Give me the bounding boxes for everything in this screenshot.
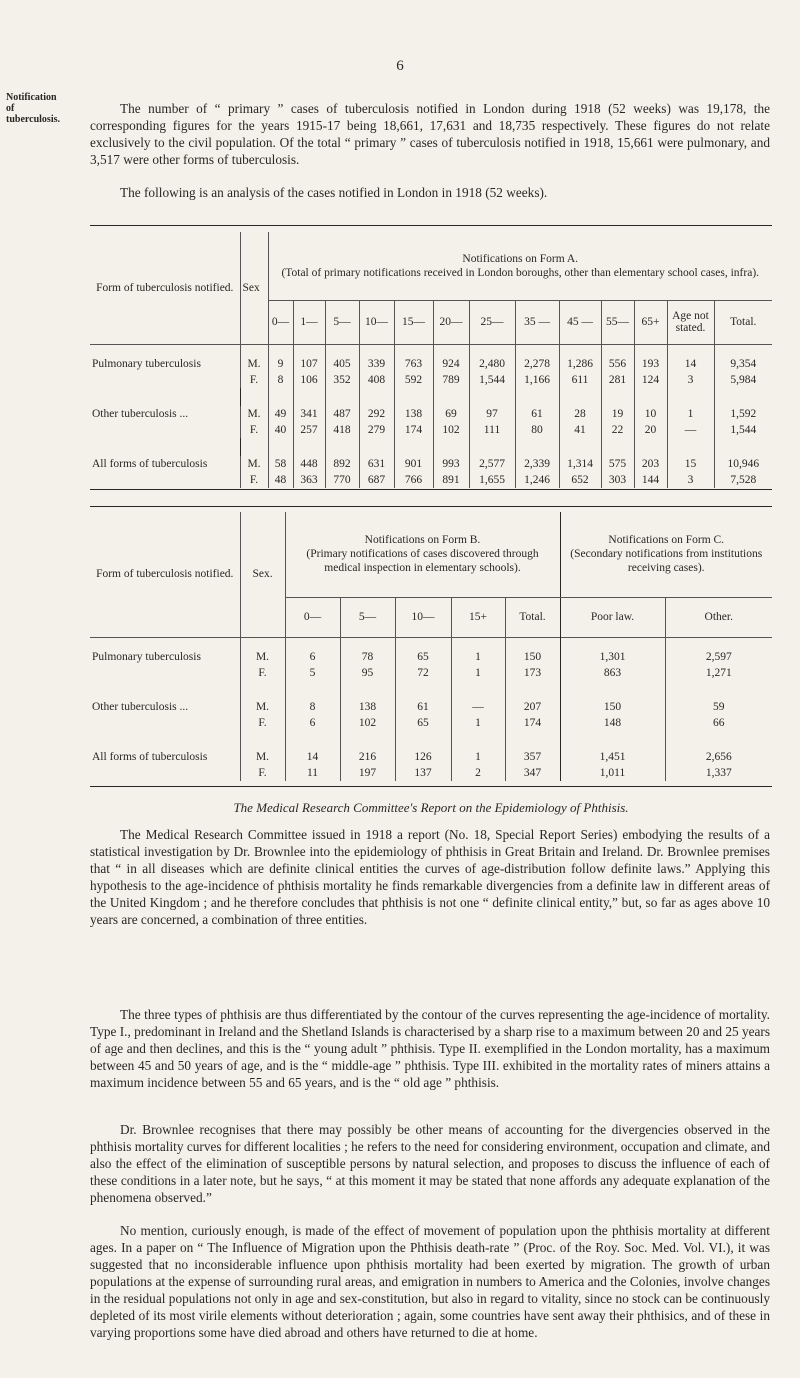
table-cell: 2,597 — [665, 649, 772, 665]
table-cell: — — [667, 422, 714, 438]
table-cell: 341 — [293, 406, 325, 422]
table-cell: 891 — [433, 472, 469, 488]
table-cell: 1,314 — [559, 456, 601, 472]
row-form-label: All forms of tuberculosis — [92, 751, 208, 763]
row-sex: F. — [240, 715, 285, 731]
spacer-cell — [505, 731, 560, 749]
table-cell: 357 — [505, 749, 560, 765]
table-b-col-header: Total. — [505, 597, 560, 637]
table-cell: 687 — [359, 472, 394, 488]
table-b-col-header: 10— — [395, 597, 451, 637]
intro-paragraph: The number of “ primary ” cases of tuberculosis notified in London during 1918 (52 weeks) was 19,178, the corresponding figures for the years 1915-17 being 18,661, 17,631 and 18,735 respectively. These figures do not relate exclusively to the civil population. Of the total “ primary ” cases of tuberculosis notified in 1918, 15,661 were pulmonary, and 3,517 were other forms of tuberculosis. — [90, 101, 770, 167]
table-row — [90, 472, 772, 488]
spacer-cell — [601, 388, 634, 406]
table-a-group-header — [268, 232, 772, 300]
table-cell: 78 — [340, 649, 395, 665]
spacer-cell — [268, 438, 293, 456]
table-cell: 5,984 — [714, 372, 772, 388]
table-a-age-header: 10— — [359, 300, 394, 344]
table-cell: 20 — [634, 422, 667, 438]
table-b-col-header: 0— — [285, 597, 340, 637]
spacer-cell — [634, 438, 667, 456]
table-cell: 48 — [268, 472, 293, 488]
row-form-label — [90, 372, 240, 388]
table-cell: 61 — [515, 406, 559, 422]
spacer-cell — [325, 388, 359, 406]
spacer-cell — [665, 731, 772, 749]
table-cell: 1,451 — [560, 749, 665, 765]
table-c-col-header: Poor law. — [560, 597, 665, 637]
table-cell: 138 — [394, 406, 433, 422]
table-cell: 111 — [469, 422, 515, 438]
spacer-cell — [90, 681, 240, 699]
row-form-label: Pulmonary tuberculosis — [92, 358, 201, 370]
table-c-group-header — [560, 512, 772, 597]
table-cell: 8 — [285, 699, 340, 715]
row-form-label — [90, 472, 240, 488]
table-a-age-header: Total. — [714, 300, 772, 344]
table-form-b-c — [90, 512, 772, 781]
spacer-cell — [394, 438, 433, 456]
table-a-age-header: 35 — — [515, 300, 559, 344]
spacer-cell — [515, 438, 559, 456]
table-cell: 107 — [293, 356, 325, 372]
table-cell: 339 — [359, 356, 394, 372]
row-form-label: All forms of tuberculosis — [92, 458, 208, 470]
table-cell: 1,655 — [469, 472, 515, 488]
body-paragraph: The three types of phthisis are thus differentiated by the contour of the curves representing the age-incidence of mortality. Type I., predominant in Ireland and the Shetland Islands is characterised by a sharp rise to a maximum between 20 and 25 years of age and then declines, and this is the “ young adult ” phthisis. Type II. exemplified in the London mortality, has a maximum between 45 and 50 years of age, and is the “ middle-age ” phthisis. Type III. exhibited in the mortality rates of miners attains a maximum incidence between 55 and 65 years, and is the “ old age ” phthisis. — [90, 1007, 770, 1090]
table-cell: 9,354 — [714, 356, 772, 372]
row-form-label: Pulmonary tuberculosis — [92, 651, 201, 663]
table-cell: 556 — [601, 356, 634, 372]
spacer-cell — [340, 731, 395, 749]
table-b-sex-header: Sex. — [240, 512, 285, 637]
row-sex: M. — [240, 749, 285, 765]
table-cell: 2,339 — [515, 456, 559, 472]
table-a-top-rule — [90, 225, 772, 226]
table-cell: 1,246 — [515, 472, 559, 488]
table-cell: 405 — [325, 356, 359, 372]
table-cell: 766 — [394, 472, 433, 488]
spacer-row — [90, 681, 772, 699]
table-cell: 174 — [505, 715, 560, 731]
spacer-cell — [469, 388, 515, 406]
table-cell: 652 — [559, 472, 601, 488]
row-form-label — [90, 422, 240, 438]
table-cell: 207 — [505, 699, 560, 715]
spacer-cell — [559, 438, 601, 456]
table-cell: 6 — [285, 649, 340, 665]
table-cell: 1,271 — [665, 665, 772, 681]
table-a-age-header: 0— — [268, 300, 293, 344]
table-b-title: Notifications on Form B. — [364, 534, 481, 547]
spacer-cell — [714, 388, 772, 406]
table-c-subtitle: (Secondary notifications from institutions receiving cases). — [570, 548, 763, 575]
table-cell: 95 — [340, 665, 395, 681]
table-cell: 1 — [451, 665, 505, 681]
table-cell: 193 — [634, 356, 667, 372]
table-a-age-header: 65+ — [634, 300, 667, 344]
table-cell: 65 — [395, 649, 451, 665]
table-a-age-header: 20— — [433, 300, 469, 344]
row-sex: F. — [240, 765, 285, 781]
table-cell: 69 — [433, 406, 469, 422]
table-cell: 770 — [325, 472, 359, 488]
table-cell: 1,301 — [560, 649, 665, 665]
table-cell: 2,480 — [469, 356, 515, 372]
table-cell: 80 — [515, 422, 559, 438]
spacer-cell — [665, 681, 772, 699]
spacer-cell — [340, 681, 395, 699]
table-cell: 150 — [560, 699, 665, 715]
spacer-cell — [451, 681, 505, 699]
table-cell: 9 — [268, 356, 293, 372]
table-cell: 281 — [601, 372, 634, 388]
section-caption: The Medical Research Committee's Report on the Epidemiology of Phthisis. — [233, 800, 629, 815]
table-cell: 97 — [469, 406, 515, 422]
table-cell: 448 — [293, 456, 325, 472]
row-form-label — [90, 665, 240, 681]
spacer-cell — [601, 438, 634, 456]
spacer-cell — [469, 438, 515, 456]
spacer-cell — [240, 681, 285, 699]
table-b-bottom-rule — [90, 786, 772, 787]
table-a-age-header: 1— — [293, 300, 325, 344]
table-a-sex-header: Sex — [240, 232, 268, 344]
table-cell: 418 — [325, 422, 359, 438]
spacer-cell — [433, 438, 469, 456]
table-form-a — [90, 232, 772, 488]
table-cell: 3 — [667, 372, 714, 388]
table-cell: 993 — [433, 456, 469, 472]
spacer-cell — [559, 388, 601, 406]
table-c-title: Notifications on Form C. — [608, 534, 725, 547]
spacer-cell — [451, 731, 505, 749]
table-a-bottom-rule — [90, 489, 772, 490]
table-cell: 363 — [293, 472, 325, 488]
table-a-age-header: 15— — [394, 300, 433, 344]
table-cell: 279 — [359, 422, 394, 438]
table-row — [90, 699, 772, 715]
table-cell: 40 — [268, 422, 293, 438]
row-sex: M. — [240, 649, 285, 665]
table-cell: 2,656 — [665, 749, 772, 765]
spacer-cell — [634, 388, 667, 406]
table-cell: 150 — [505, 649, 560, 665]
table-cell: 1,286 — [559, 356, 601, 372]
row-sex: M. — [240, 456, 268, 472]
table-cell: 611 — [559, 372, 601, 388]
spacer-cell — [240, 731, 285, 749]
table-cell: 61 — [395, 699, 451, 715]
table-cell: 347 — [505, 765, 560, 781]
table-cell: 575 — [601, 456, 634, 472]
table-a-form-header: Form of tuberculosis notified. — [96, 281, 234, 294]
table-cell: 592 — [394, 372, 433, 388]
table-cell: 1 — [667, 406, 714, 422]
row-sex: M. — [240, 356, 268, 372]
table-b-subtitle: (Primary notifications of cases discovered through medical inspection in elementary schools). — [306, 548, 539, 575]
table-cell: 5 — [285, 665, 340, 681]
table-a-age-header: 45 — — [559, 300, 601, 344]
table-cell: 59 — [665, 699, 772, 715]
table-a-age-header: 5— — [325, 300, 359, 344]
table-cell: 66 — [665, 715, 772, 731]
spacer-cell — [667, 388, 714, 406]
row-form-label — [90, 765, 240, 781]
spacer-cell — [560, 681, 665, 699]
spacer-cell — [293, 388, 325, 406]
table-cell: 1,166 — [515, 372, 559, 388]
table-cell: 292 — [359, 406, 394, 422]
table-cell: 124 — [634, 372, 667, 388]
table-cell: 197 — [340, 765, 395, 781]
table-row — [90, 749, 772, 765]
table-cell: 789 — [433, 372, 469, 388]
spacer-cell — [240, 388, 268, 406]
spacer-row — [90, 388, 772, 406]
table-cell: 487 — [325, 406, 359, 422]
table-cell: 1,011 — [560, 765, 665, 781]
spacer-cell — [359, 388, 394, 406]
row-sex: F. — [240, 665, 285, 681]
spacer-cell — [90, 438, 240, 456]
table-cell: 14 — [285, 749, 340, 765]
table-cell: 1 — [451, 749, 505, 765]
table-row — [90, 372, 772, 388]
table-cell: 892 — [325, 456, 359, 472]
table-row — [90, 356, 772, 372]
table-c-col-header: Other. — [665, 597, 772, 637]
spacer-row — [90, 731, 772, 749]
row-sex: F. — [240, 422, 268, 438]
table-row — [90, 456, 772, 472]
table-cell: 2,577 — [469, 456, 515, 472]
spacer-cell — [285, 681, 340, 699]
table-cell: 102 — [340, 715, 395, 731]
row-sex: M. — [240, 406, 268, 422]
table-cell: 138 — [340, 699, 395, 715]
spacer-cell — [395, 731, 451, 749]
table-cell: 2 — [451, 765, 505, 781]
spacer-cell — [505, 681, 560, 699]
table-cell: 203 — [634, 456, 667, 472]
spacer-cell — [667, 438, 714, 456]
table-cell: 408 — [359, 372, 394, 388]
table-a-subtitle: (Total of primary notifications received in London boroughs, other than elementary school cases, infra). — [281, 266, 760, 279]
table-row — [90, 406, 772, 422]
table-cell: 137 — [395, 765, 451, 781]
table-cell: 41 — [559, 422, 601, 438]
table-a-title: Notifications on Form A. — [462, 252, 579, 265]
table-b-top-rule — [90, 506, 772, 507]
body-paragraph: The Medical Research Committee issued in 1918 a report (No. 18, Special Report Series) embodying the results of a statistical investigation by Dr. Brownlee into the epidemiology of phthisis in Great Britain and Ireland. Dr. Brownlee premises that “ in all diseases which are definite clinical entities the curves of age-distribution follow definite laws.” Applying this hypothesis to the age-incidence of phthisis mortality he finds remarkable divergencies from a definite law in different areas of the United Kingdom ; and he therefore concludes that phthisis is not one “ definite clinical entity,” but, so far as ages above 10 years are concerned, a combination of three entities. — [90, 827, 770, 927]
table-row — [90, 715, 772, 731]
table-cell: 49 — [268, 406, 293, 422]
table-cell: 15 — [667, 456, 714, 472]
table-b-col-header: 15+ — [451, 597, 505, 637]
page-number: 6 — [396, 58, 404, 74]
table-cell: 901 — [394, 456, 433, 472]
table-a-age-header: Age not stated. — [667, 300, 714, 344]
row-sex: F. — [240, 372, 268, 388]
spacer-cell — [90, 388, 240, 406]
spacer-cell — [714, 438, 772, 456]
spacer-cell — [285, 731, 340, 749]
table-cell: — — [451, 699, 505, 715]
table-cell: 22 — [601, 422, 634, 438]
table-cell: 2,278 — [515, 356, 559, 372]
spacer-cell — [394, 388, 433, 406]
spacer-cell — [515, 388, 559, 406]
row-sex: F. — [240, 472, 268, 488]
table-cell: 19 — [601, 406, 634, 422]
table-cell: 174 — [394, 422, 433, 438]
row-form-label — [90, 715, 240, 731]
table-cell: 352 — [325, 372, 359, 388]
table-cell: 1,337 — [665, 765, 772, 781]
table-cell: 6 — [285, 715, 340, 731]
table-cell: 1,544 — [714, 422, 772, 438]
table-cell: 763 — [394, 356, 433, 372]
analysis-intro: The following is an analysis of the cases notified in London in 1918 (52 weeks). — [120, 185, 548, 200]
margin-note: Notification of tuberculosis. — [6, 92, 60, 125]
table-cell: 1,592 — [714, 406, 772, 422]
table-cell: 10,946 — [714, 456, 772, 472]
table-cell: 1 — [451, 649, 505, 665]
table-a-age-header: 25— — [469, 300, 515, 344]
table-cell: 863 — [560, 665, 665, 681]
table-cell: 631 — [359, 456, 394, 472]
table-cell: 72 — [395, 665, 451, 681]
table-cell: 303 — [601, 472, 634, 488]
table-b-group-header — [285, 512, 560, 597]
table-cell: 144 — [634, 472, 667, 488]
table-row — [90, 422, 772, 438]
spacer-cell — [560, 731, 665, 749]
table-b-form-header: Form of tuberculosis notified. — [96, 568, 234, 581]
table-cell: 257 — [293, 422, 325, 438]
spacer-cell — [240, 438, 268, 456]
table-cell: 126 — [395, 749, 451, 765]
table-cell: 14 — [667, 356, 714, 372]
table-cell: 28 — [559, 406, 601, 422]
table-cell: 11 — [285, 765, 340, 781]
table-cell: 3 — [667, 472, 714, 488]
table-cell: 148 — [560, 715, 665, 731]
table-cell: 65 — [395, 715, 451, 731]
spacer-cell — [268, 388, 293, 406]
spacer-cell — [395, 681, 451, 699]
table-cell: 106 — [293, 372, 325, 388]
row-form-label: Other tuberculosis ... — [92, 408, 189, 420]
table-cell: 7,528 — [714, 472, 772, 488]
table-cell: 8 — [268, 372, 293, 388]
table-b-col-header: 5— — [340, 597, 395, 637]
table-cell: 102 — [433, 422, 469, 438]
row-form-label: Other tuberculosis ... — [92, 701, 189, 713]
spacer-cell — [359, 438, 394, 456]
spacer-cell — [433, 388, 469, 406]
spacer-cell — [293, 438, 325, 456]
table-cell: 58 — [268, 456, 293, 472]
table-cell: 173 — [505, 665, 560, 681]
table-cell: 924 — [433, 356, 469, 372]
spacer-cell — [90, 731, 240, 749]
spacer-row — [90, 438, 772, 456]
table-a-age-header: 55— — [601, 300, 634, 344]
table-row — [90, 765, 772, 781]
table-row — [90, 665, 772, 681]
body-paragraph: No mention, curiously enough, is made of the effect of movement of population upon the phthisis mortality at different ages. In a paper on “ The Influence of Migration upon the Phthisis death-rate ” (Proc. of the Roy. Soc. Med. Vol. VI.), it was suggested that no inconsiderable influence upon phthisis mortality had been exerted by migration. The growth of urban populations at the expense of surrounding rural areas, and emigration in numbers to America and the Colonies, involve changes in the residual populations not only in age and sex-constitution, but also in regard to vitality, since no stock can be continuously depleted of its most virile elements without deterioration ; again, some countries have sent away their phthisics, and of these in varying proportions some have died abroad and others have returned to die at home. — [90, 1223, 770, 1340]
spacer-cell — [325, 438, 359, 456]
table-cell: 1 — [451, 715, 505, 731]
table-cell: 216 — [340, 749, 395, 765]
table-cell: 10 — [634, 406, 667, 422]
body-paragraph: Dr. Brownlee recognises that there may possibly be other means of accounting for the divergencies observed in the phthisis mortality curves for different localities ; he refers to the need for considering environment, occupation and climate, and also the effect of the elimination of susceptible persons by natural selection, and proposes to discuss the influence of each of these conditions in a later note, but he says, “ at this moment it may be stated that none affords any adequate explanation of the phenomena observed.” — [90, 1122, 770, 1205]
row-sex: M. — [240, 699, 285, 715]
table-cell: 1,544 — [469, 372, 515, 388]
table-row — [90, 649, 772, 665]
